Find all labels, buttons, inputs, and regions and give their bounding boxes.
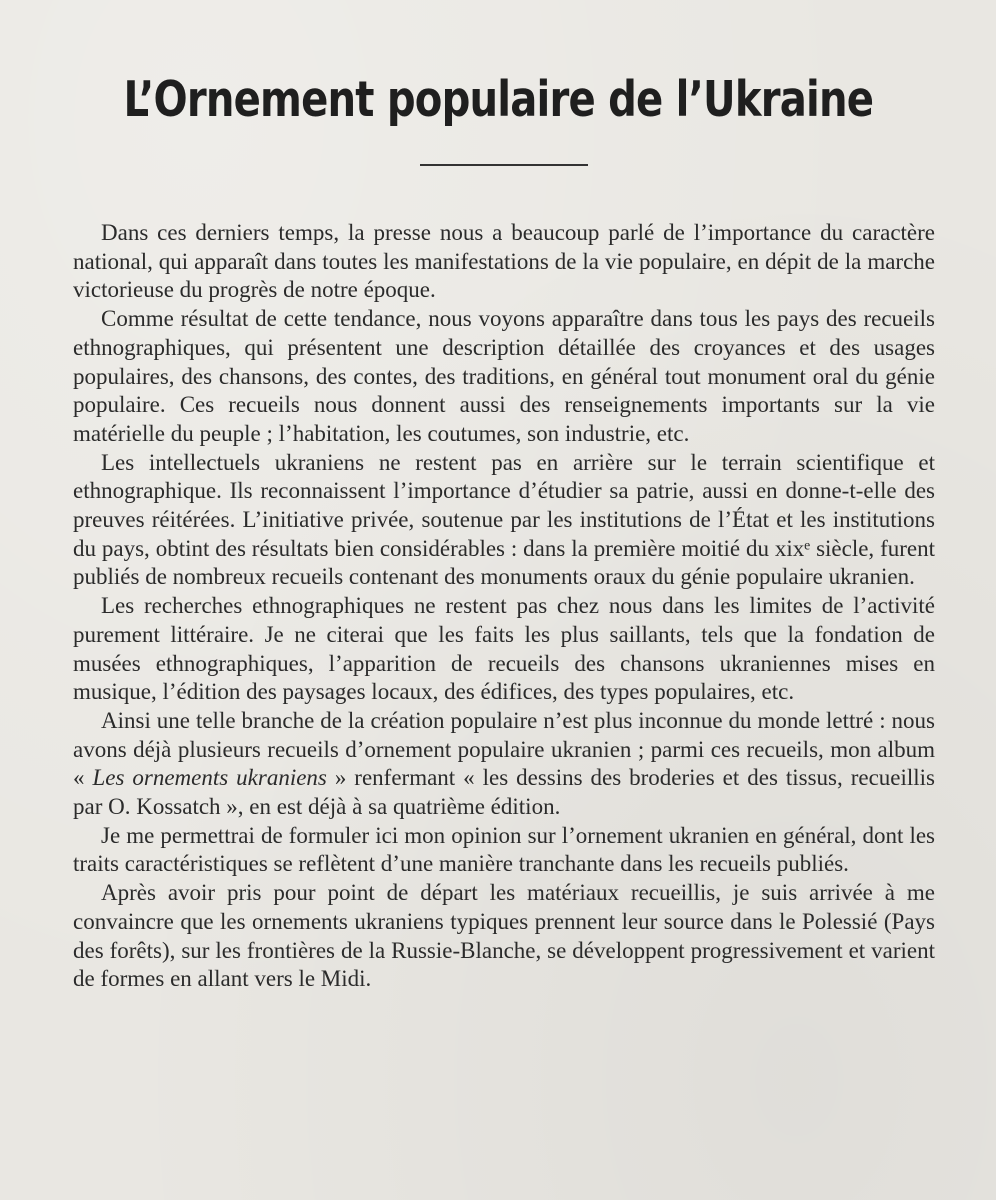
paragraph-4: Les recherches ethnographiques ne restent pas chez nous dans les limites de l’activité purement littéraire. Je ne citerai que les faits les plus saillants, tels que la fondation de musées ethnographiques, l’apparition de recueils des chansons ukraniennes mises en musique, l’édition des paysages locaux, des édifices, des types populaires, etc. <box>73 593 935 705</box>
paragraph-1: Dans ces derniers temps, la presse nous a beaucoup parlé de l’importance du caractère national, qui apparaît dans toutes les manifestations de la vie populaire, en dépit de la marche victorieuse du progrès de notre époque. <box>73 220 935 303</box>
paragraph-3: Les intellectuels ukraniens ne restent pas en arrière sur le terrain scientifique et ethnographique. Ils reconnaissent l’importance d’étudier sa patrie, aussi en donne-t-elle des preuves réitérées. L’initiative privée, soutenue par les institutions de l’État et les institutions du pays, obtint des résultats bien considérables : dans la première moitié du xixᵉ siècle, furent publiés de nombreux recueils contenant des monuments oraux du génie populaire ukranien. <box>73 449 935 590</box>
paragraph-5-part-2: » renfermant « les dessins des broderies et des tissus, recueillis par O. Kossatch », en est déjà à sa quatrième édition. <box>73 765 935 820</box>
paragraph-6: Je me permettrai de formuler ici mon opinion sur l’ornement ukranien en général, dont les traits caractéristiques se reflètent d’une manière tranchante dans les recueils publiés. <box>73 822 935 877</box>
paragraph-7: Après avoir pris pour point de départ les matériaux recueillis, je suis arrivée à me convaincre que les ornements ukraniens typiques prennent leur source dans le Polessié (Pays des forêts), sur les frontières de la Russie-Blanche, se développent progressivement et varient de formes en allant vers le Midi. <box>73 880 935 992</box>
title-divider <box>420 164 588 166</box>
paragraph-5-part-1: Ainsi une telle branche de la création populaire n’est plus inconnue du monde lettré : nous avons déjà plusieurs recueils d’ornement populaire ukranien ; parmi ces recueils, mon album « <box>73 707 935 791</box>
article-body <box>73 219 935 994</box>
paragraph-5 <box>73 707 935 822</box>
paragraph-2: Comme résultat de cette tendance, nous voyons apparaître dans tous les pays des recueils ethnographiques, qui présentent une description détaillée des croyances et des usages populaires, des chansons, des contes, des traditions, en général tout monument oral du génie populaire. Ces recueils nous donnent aussi des renseignements importants sur la vie matérielle du peuple ; l’habitation, les coutumes, son industrie, etc. <box>73 306 935 446</box>
article-title: L’Ornement populaire de l’Ukraine <box>123 71 874 128</box>
album-title: Les ornements ukraniens <box>92 765 327 791</box>
